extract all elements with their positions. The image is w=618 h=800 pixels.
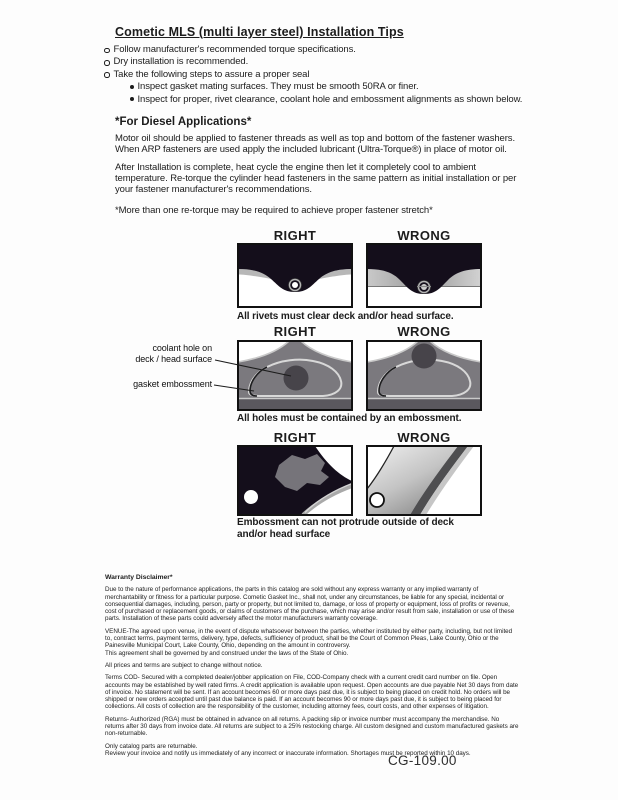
warranty-disclaimer — [105, 574, 519, 757]
diesel-paragraph-1: Motor oil should be applied to fastener threads as well as top and bottom of the fastener washers. When ARP fasteners are used apply the included lubricant (Ultra-Torque®) in place of motor oil. — [115, 133, 515, 155]
page-title: Cometic MLS (multi layer steel) Installation Tips — [115, 25, 404, 39]
right-label-row3: RIGHT — [273, 430, 317, 445]
wrong-label-row1: WRONG — [397, 228, 451, 243]
warranty-review-paragraph: Review your invoice and notify us immediately of any incorrect or inaccurate information. Shortages must be reported within 10 days. — [105, 749, 471, 757]
list-item — [104, 44, 534, 56]
tip-text: Inspect for proper, rivet clearance, coolant hole and embossment alignments as shown below. — [137, 93, 523, 105]
dot-bullet-icon — [130, 97, 134, 101]
circle-bullet-icon — [104, 48, 110, 54]
hole-contained-right-illustration — [237, 340, 353, 411]
diesel-paragraph-2: After Installation is complete, heat cycle the engine then let it completely cool to ambient temperature. Re-torque the cylinder head fasteners in the same pattern as initial installation or per your fastener manufacturer's recommendations. — [115, 162, 517, 195]
tips-list — [104, 44, 534, 106]
tip-text: Inspect gasket mating surfaces. They must be smooth 50RA or finer. — [137, 81, 419, 93]
embossment-wrong-illustration — [366, 445, 482, 516]
embossment-right-illustration — [237, 445, 353, 516]
coolant-right-diagram — [237, 340, 353, 411]
wrong-label-row3: WRONG — [397, 430, 451, 445]
list-item — [104, 69, 534, 81]
warranty-catalog-paragraph: Only catalog parts are returnable. — [105, 742, 198, 750]
embossment-wrong-diagram — [366, 445, 482, 516]
annotation-line: coolant hole on — [152, 343, 212, 353]
warranty-heading: Warranty Disclaimer* — [105, 574, 173, 581]
embossment-right-diagram — [237, 445, 353, 516]
dot-bullet-icon — [130, 85, 134, 89]
caption-row3: Embossment can not protrude outside of deck and/or head surface — [237, 517, 454, 540]
page-code: CG-109.00 — [388, 753, 457, 768]
warranty-returns-paragraph: Returns- Authorized (RGA) must be obtained in advance on all returns. A packing slip or invoice number must accompany the merchandise. No returns after 30 days from invoice date. All returns are subject to a 25% restocking charge. All custom designed and custom manufactured gaskets are non-returnable. — [105, 715, 519, 738]
warranty-governed-paragraph: This agreement shall be governed by and construed under the laws of the State of Ohio. — [105, 649, 349, 657]
rivet-right-diagram — [237, 243, 353, 308]
rivet-clear-wrong-illustration — [366, 243, 482, 308]
list-item — [104, 56, 534, 68]
caption-row1: All rivets must clear deck and/or head surface. — [237, 311, 454, 322]
circle-bullet-icon — [104, 72, 110, 78]
tip-text: Follow manufacturer's recommended torque specifications. — [113, 44, 356, 55]
caption-row2: All holes must be contained by an embossment. — [237, 413, 462, 424]
list-item — [130, 81, 534, 93]
warranty-liability-paragraph: Due to the nature of performance applications, the parts in this catalog are sold without any express warranty or any implied warranty of merchantability or fitness for a particular purpose. Cometic Gasket Inc., shall not, under any circumstances, be liable for any special, incidental or consequential damages, including, person, party or property, but not limited to, damage, or loss of property or equipment, loss of profits or revenue, cost of purchased or replacement goods, or claims of customers of the purchase, which may arise and/or result from sale, installation or use of these parts. Installation of these parts could adversely affect the motor manufacturers warranty coverage. — [105, 586, 515, 623]
list-item — [130, 94, 534, 106]
hole-contained-wrong-illustration — [366, 340, 482, 411]
annotation-line: deck / head surface — [135, 354, 212, 364]
wrong-label-row2: WRONG — [397, 324, 451, 339]
rivet-clear-right-illustration — [237, 243, 353, 308]
right-label-row1: RIGHT — [273, 228, 317, 243]
diesel-paragraph-3: *More than one re-torque may be required to achieve proper fastener stretch* — [115, 205, 433, 216]
circle-bullet-icon — [104, 60, 110, 66]
warranty-prices-paragraph: All prices and terms are subject to change without notice. — [105, 661, 263, 669]
warranty-venue-paragraph: VENUE-The agreed upon venue, in the event of dispute whatsoever between the parties, whether instituted by either party, including, but not limited to, contract terms, payment terms, delivery, type, defects, sufficiency of product, shall be the Court of Common Pleas, Lake County, Ohio or the Painesville Municipal Court, Lake County, Ohio, depending on the amount in controversy. — [105, 627, 513, 650]
right-label-row2: RIGHT — [273, 324, 317, 339]
warranty-terms-paragraph: Terms COD- Secured with a completed dealer/jobber application on File, COD-Company check with a current credit card number on file. Open accounts may be established by well rated firms. A credit application is available upon request. Open accounts are due payable Net 30 days from date of invoice. No statement will be sent. If an account becomes 60 or more days past due, it is subject to being placed on credit hold. No orders will be shipped or new orders accepted until past due balance is paid. If an account becomes 90 or more days past due, it is subject to being placed for collections. All costs of collection are the responsibility of the customer, including attorney fees, court costs, and other expenses of litigation. — [105, 674, 519, 711]
gasket-embossment-annotation: gasket embossment — [133, 379, 212, 389]
rivet-wrong-diagram — [366, 243, 482, 308]
diesel-heading: *For Diesel Applications* — [115, 116, 252, 128]
coolant-wrong-diagram — [366, 340, 482, 411]
tip-text: Take the following steps to assure a proper seal — [113, 68, 310, 80]
coolant-hole-annotation — [108, 343, 212, 365]
tip-text: Dry installation is recommended. — [113, 56, 249, 68]
